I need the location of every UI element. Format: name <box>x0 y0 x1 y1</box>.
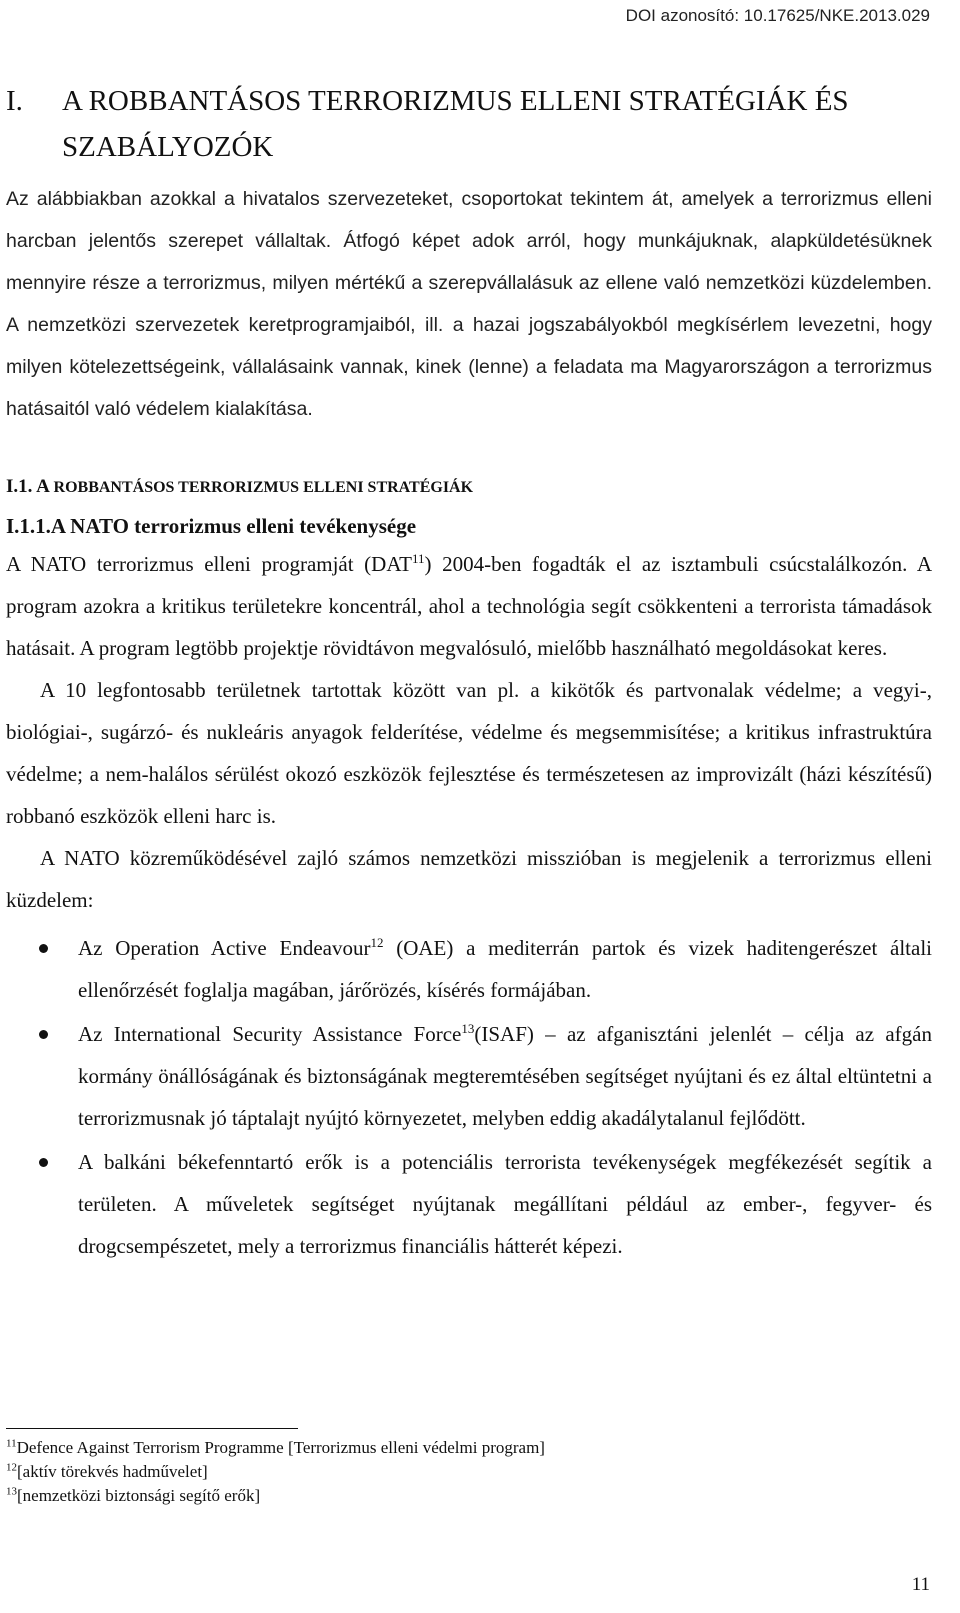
nato-program-paragraph <box>6 543 932 669</box>
list-item: Az International Security Assistance Force$^{13}$(ISAF) – az afganisztáni jelenlét – célja az afgán kormány önállóságának és biztonságának megteremtésében segítséget nyújtani és ez által eltüntetni a terrorizmusnak jó táptalajt nyújtó környezetet, melyben eddig akadálytalanul fejlődött. <box>6 1013 932 1139</box>
bullet-icon <box>39 944 48 953</box>
top-areas-paragraph: A 10 legfontosabb területnek tartottak között van pl. a kikötők és partvonalak védelme; a vegyi-, biológiai-, sugárzó- és nukleáris anyagok felderítése, védelme és megsemmisítése; a kritikus infrastruktúra védelme; a nem-halálos sérülést okozó eszközök fejlesztése és természetesen az improvizált (házi készítésű) robbanó eszközök elleni harc is. <box>6 678 932 828</box>
section-number: I.1. A <box>6 476 49 497</box>
subsection-heading: I.1.1.A NATO terrorizmus elleni tevékenysége <box>6 514 417 538</box>
chapter-number: I. <box>6 85 23 117</box>
doi-header: DOI azonosító: 10.17625/NKE.2013.029 <box>625 6 930 25</box>
footnote-ref-11[interactable]: 11 <box>412 551 425 566</box>
missions-intro-paragraph: A NATO közreműködésével zajló számos nemzetközi misszióban is megjelenik a terrorizmus elleni küzdelem: <box>6 846 932 912</box>
missions-list <box>6 927 932 1267</box>
footnote-ref-13[interactable]: 13 <box>461 1021 475 1036</box>
section-heading <box>6 472 932 503</box>
footnote-ref-12[interactable]: 12 <box>370 935 384 950</box>
footnote: $^{11}$Defence Against Terrorism Programme [Terrorizmus elleni védelmi program] <box>6 1437 545 1457</box>
chapter-heading <box>6 78 932 170</box>
bullet-icon <box>39 1030 48 1039</box>
footnotes <box>6 1436 545 1508</box>
page-body <box>6 78 932 1269</box>
list-item: A balkáni békefenntartó erők is a potenciális terrorista tevékenységek megfékezését segítik a területen. A műveletek segítséget nyújtanak megállítani például az ember-, fegyver- és drogcsempészetet, mely a terrorizmus financiális hátterét képezi. <box>6 1141 932 1267</box>
section-title: ROBBANTÁSOS TERRORIZMUS ELLENI STRATÉGIÁK <box>53 479 474 496</box>
footnote-divider <box>6 1428 298 1429</box>
para1-before: A NATO terrorizmus elleni programját (DAT <box>6 552 413 576</box>
chapter-title: A ROBBANTÁSOS TERRORIZMUS ELLENI STRATÉGIÁK ÉS SZABÁLYOZÓK <box>62 85 849 163</box>
page-number: 11 <box>911 1574 930 1595</box>
footnote: $^{13}$[nemzetközi biztonsági segítő erők] <box>6 1485 261 1505</box>
para1-after: ) 2004-ben fogadták el az isztambuli csúcstalálkozón. A program azokra a kritikus területekre koncentrál, ahol a technológia segít csökkenteni a terrorista támadások hatásait. A program legtöbb projektje rövidtávon megvalósuló, mielőbb használható megoldásokat keres. <box>6 552 932 660</box>
intro-paragraph: Az alábbiakban azokkal a hivatalos szervezeteket, csoportokat tekintem át, amelyek a terrorizmus elleni harcban jelentős szerepet vállaltak. Átfogó képet adok arról, hogy munkájuknak, alapküldetésüknek mennyire része a terrorizmus, milyen mértékű a szerepvállalásuk az ellene való nemzetközi küzdelemben. A nemzetközi szervezetek keretprogramjaiból, ill. a hazai jogszabályokból megkísérlem levezetni, hogy milyen kötelezettségeink, vállalásaink vannak, kinek (lenne) a feladata ma Magyarországon a terrorizmus hatásaitól való védelem kialakítása. <box>6 188 932 420</box>
list-item: Az Operation Active Endeavour$^{12}$ (OAE) a mediterrán partok és vizek haditengerészet általi ellenőrzését foglalja magában, járőrözés, kísérés formájában. <box>6 927 932 1011</box>
bullet-icon <box>39 1158 48 1167</box>
footnote: $^{12}$[aktív törekvés hadművelet] <box>6 1461 208 1481</box>
